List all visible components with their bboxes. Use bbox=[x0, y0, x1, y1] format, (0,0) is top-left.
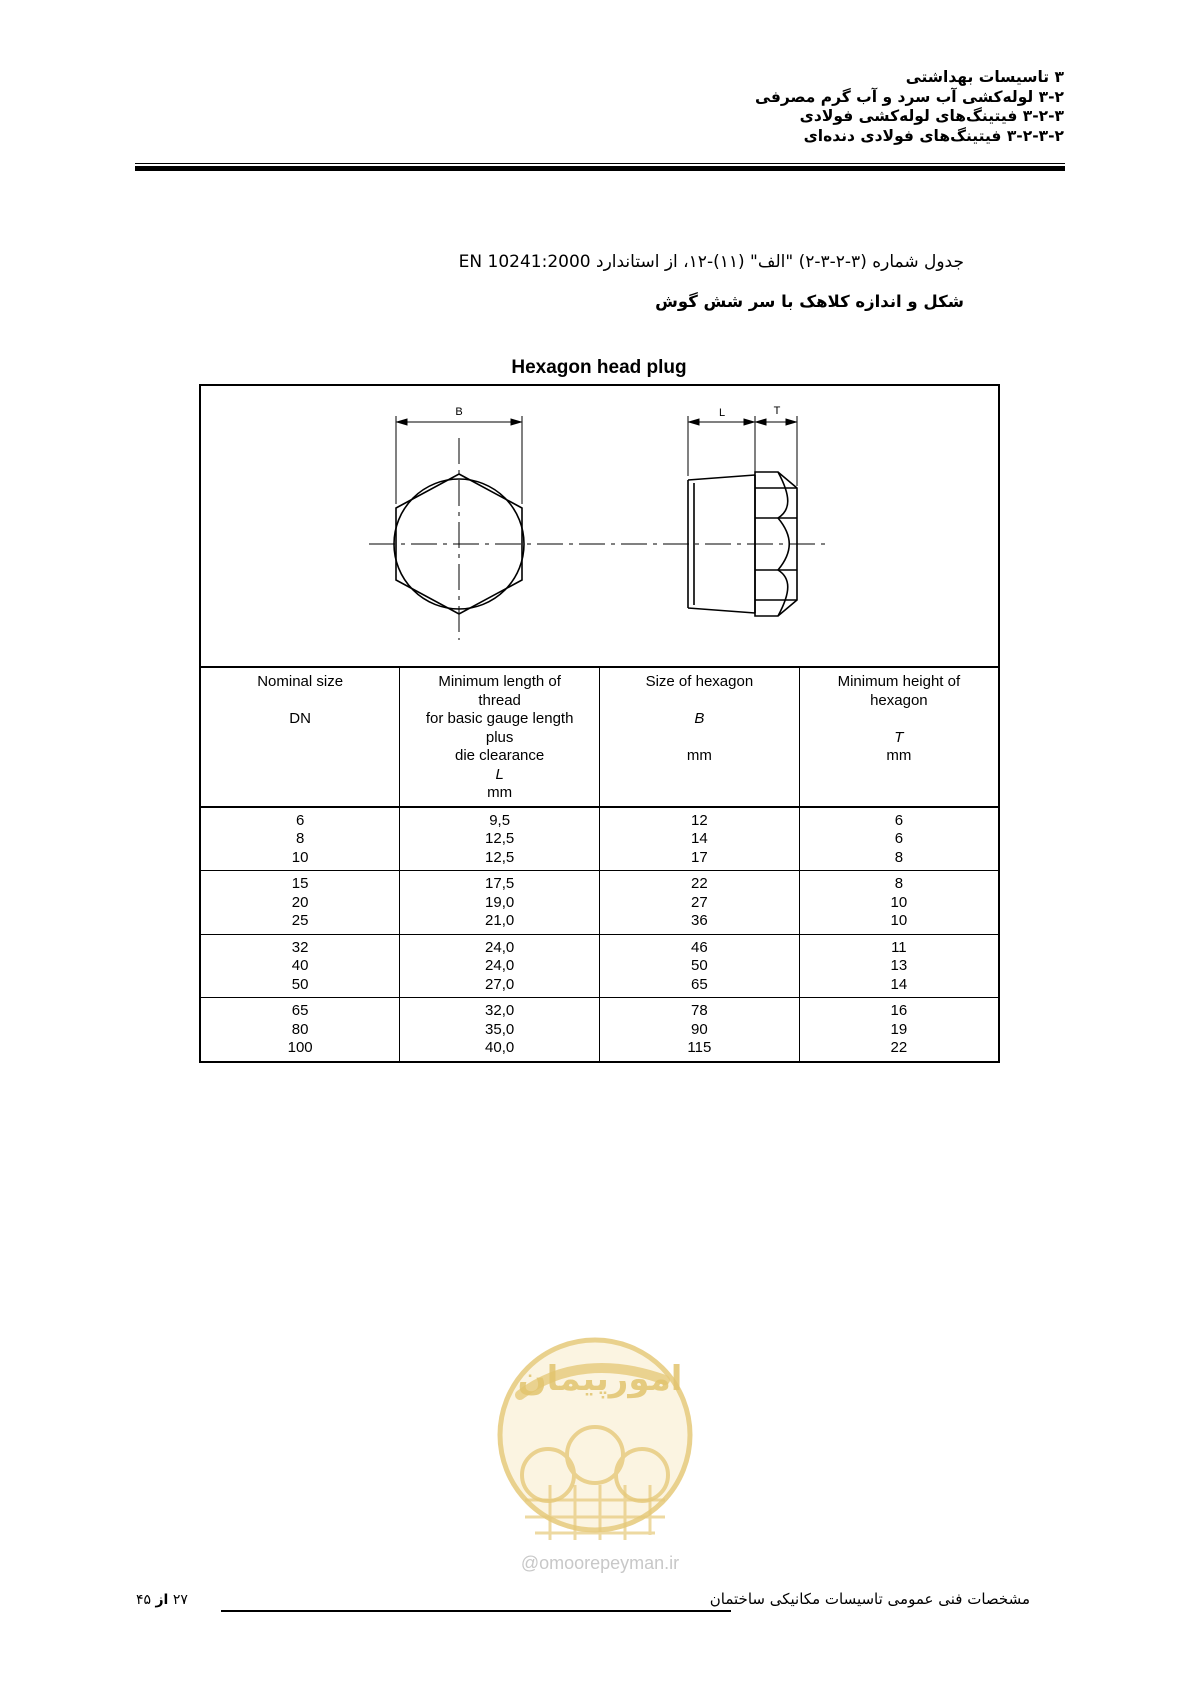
table-row bbox=[200, 871, 999, 935]
table-row bbox=[200, 998, 999, 1062]
cell-dn: 65 80 100 bbox=[200, 998, 400, 1062]
cell-b: 78 90 115 bbox=[600, 998, 800, 1062]
page-current: ۲۷ bbox=[172, 1592, 188, 1608]
cell-b: 46 50 65 bbox=[600, 934, 800, 998]
header-section: ۳-۲ لوله‌کشی آب سرد و آب گرم مصرفی bbox=[755, 87, 1064, 106]
table-row bbox=[200, 807, 999, 871]
header-nominal-size: Nominal size DN bbox=[200, 667, 400, 807]
table-title: Hexagon head plug bbox=[511, 357, 687, 378]
cell-l: 32,0 35,0 40,0 bbox=[400, 998, 600, 1062]
table-row bbox=[200, 934, 999, 998]
cell-l: 24,0 24,0 27,0 bbox=[400, 934, 600, 998]
cell-t: 16 19 22 bbox=[799, 998, 999, 1062]
cell-l: 9,5 12,5 12,5 bbox=[400, 807, 600, 871]
cell-l: 17,5 19,0 21,0 bbox=[400, 871, 600, 935]
page-of: از bbox=[155, 1592, 169, 1608]
table-subcaption: شکل و اندازه کلاهک با سر شش گوش bbox=[655, 292, 964, 311]
page-total: ۴۵ bbox=[136, 1592, 152, 1608]
page-number bbox=[136, 1592, 188, 1608]
logo-text: امورپیمان bbox=[517, 1359, 683, 1399]
watermark-site: @omoorepeyman.ir bbox=[520, 1553, 680, 1573]
hexagon-plug-drawing bbox=[201, 386, 998, 668]
header-chapter: ۳ تاسیسات بهداشتی bbox=[905, 68, 1064, 86]
cell-dn: 15 20 25 bbox=[200, 871, 400, 935]
table-caption: جدول شماره (۳-۲-۳-۲) "الف" (۱۱)-۱۲، از استاندارد EN 10241:2000 bbox=[458, 252, 964, 272]
table-header-row bbox=[200, 667, 999, 807]
footer-rule bbox=[221, 1610, 731, 1612]
technical-drawing bbox=[199, 384, 1000, 668]
header-rule-thin bbox=[135, 163, 1065, 164]
cell-t: 11 13 14 bbox=[799, 934, 999, 998]
cell-dn: 32 40 50 bbox=[200, 934, 400, 998]
dimension-label-l: L bbox=[718, 407, 726, 419]
header-rule-thick bbox=[135, 166, 1065, 171]
header-hexagon-size: Size of hexagon B mm bbox=[600, 667, 800, 807]
header-subsubsection: ۳-۲-۳-۲ فیتینگ‌های فولادی دنده‌ای bbox=[803, 126, 1064, 145]
cell-t: 8 10 10 bbox=[799, 871, 999, 935]
cell-b: 22 27 36 bbox=[600, 871, 800, 935]
footer-title: مشخصات فنی عمومی تاسیسات مکانیکی ساختمان bbox=[709, 1590, 1030, 1608]
header-hexagon-height: Minimum height of hexagon T mm bbox=[799, 667, 999, 807]
cell-b: 12 14 17 bbox=[600, 807, 800, 871]
dimension-table bbox=[199, 666, 1000, 1063]
cell-t: 6 6 8 bbox=[799, 807, 999, 871]
header-thread-length: Minimum length of thread for basic gauge length plus die clearance L mm bbox=[400, 667, 600, 807]
dimension-label-t: T bbox=[773, 405, 781, 417]
watermark-logo bbox=[490, 1325, 700, 1575]
dimension-label-b: B bbox=[455, 406, 463, 418]
document-header bbox=[755, 68, 1064, 146]
cell-dn: 6 8 10 bbox=[200, 807, 400, 871]
logo-icon bbox=[490, 1325, 700, 1575]
header-subsection: ۳-۲-۳ فیتینگ‌های لوله‌کشی فولادی bbox=[799, 107, 1064, 125]
